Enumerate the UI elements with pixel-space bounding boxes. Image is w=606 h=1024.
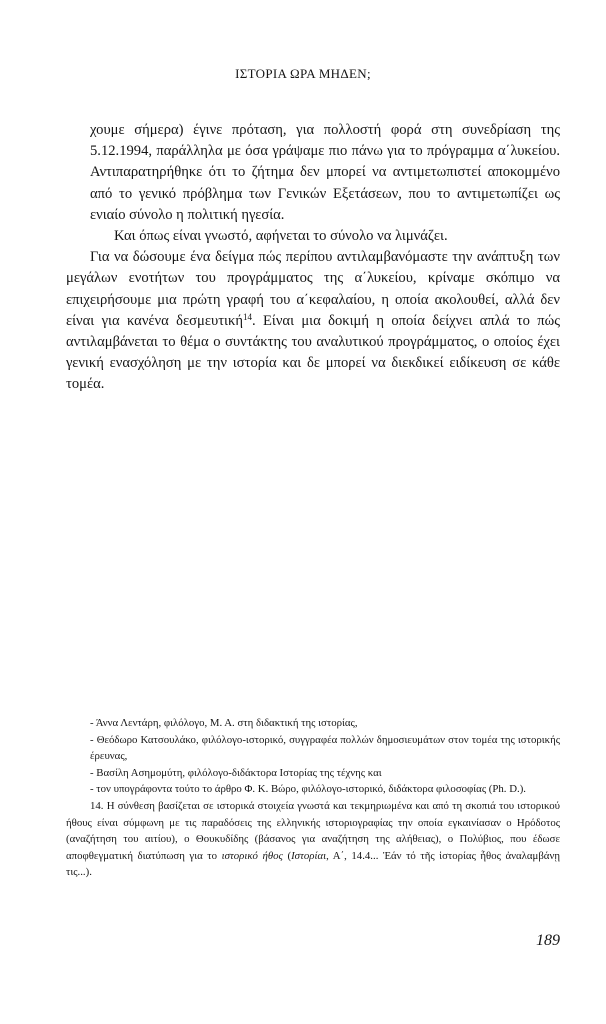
- footnote-ref-14[interactable]: 14: [242, 311, 252, 322]
- footnote-14-text: 14. Η σύνθεση βασίζεται σε ιστορικά στοιχεία γνωστά και τεκμηριωμένα και από τη σκοπιά του ιστορικού ήθους είναι σύμφωνη με τις παραδόσεις της ελληνικής ιστοριογραφίας την οποία εγκαινίασαν ο Ηρόδοτος (αναζήτηση του αιτίου), ο Θουκυδίδης (βάσανος για αναζήτηση της αλήθειας), ο Πολύβιος, που έδωσε αποφθεγματική διατύπωση για το: [66, 799, 560, 862]
- note-item: - Θεόδωρο Κατσουλάκο, φιλόλογο-ιστορικό, συγγραφέα πολλών δημοσιευμάτων στον τομέα της ιστορικής έρευνας,: [90, 733, 560, 763]
- note-item: - τον υπογράφοντα τούτο το άρθρο Φ. Κ. Βώρο, φιλόλογο-ιστορικό, διδάκτορα φιλοσοφίας (Ph. D.).: [90, 783, 526, 796]
- note-item: - Βασίλη Ασημομύτη, φιλόλογο-διδάκτορα Ιστορίας της τέχνης και: [90, 766, 382, 779]
- page-number: 189: [536, 932, 560, 949]
- main-text: [66, 120, 560, 396]
- paragraph-continued: χουμε σήμερα) έγινε πρόταση, για πολλοστή φορά στη συνεδρίαση της 5.12.1994, παράλληλα με όσα γράψαμε πιο πάνω για το πρόγραμμα α΄λυκείου. Αντιπαρατηρήθηκε ότι το ζήτημα δεν μπορεί να αντιμετωπιστεί αποκομμένο από το γενικό πρόβλημα των Γενικών Εξετάσεων, που το αντιμετωπίζει ως ενιαίο σύνολο η πολιτική ηγεσία.: [90, 122, 560, 223]
- paragraph-short: Και όπως είναι γνωστό, αφήνεται το σύνολο να λιμνάζει.: [114, 228, 448, 245]
- footnote-14-italic: ιστορικό ήθος: [221, 849, 283, 862]
- footnote-14-text: , Α΄, 14.4... Ἐάν τό τῆς ἱστορίας ἦθος ἀναλαμβάνῃ τις...).: [66, 849, 560, 879]
- footnote-14: [66, 798, 560, 881]
- paragraph-sample: [66, 247, 560, 395]
- note-item: - Άννα Λεντάρη, φιλόλογο, Μ. Α. στη διδακτική της ιστορίας,: [90, 717, 358, 729]
- footnote-14-text: (: [282, 849, 292, 862]
- paragraph-sample-text: Για να δώσουμε ένα δείγμα πώς περίπου αντιλαμβανόμαστε την ανάπτυξη των μεγάλων ενοτήτων του προγράμματος της α΄λυκείου, κρίναμε σκόπιμο να επιχειρήσουμε μια πρώτη γραφή του α΄κεφαλαίου, η οποία ακολουθεί, αλλά δεν είναι για κανένα δεσμευτική: [66, 249, 560, 329]
- footnote-14-italic: Ιστορίαι: [291, 849, 327, 862]
- footnotes: [66, 715, 560, 881]
- paragraph-sample-text-end: . Είναι μια δοκιμή η οποία δείχνει απλά το πώς αντιλαμβάνεται το θέμα ο συντάκτης του αναλυτικού προγράμματος, ο οποίος έχει γενική ενασχόληση με την ιστορία και δε μπορεί να διεκδικεί ειδίκευση σε κάθε τομέα.: [66, 312, 560, 393]
- running-head-title: ΙΣΤΟΡΙΑ ΩΡΑ ΜΗΔΕΝ;: [235, 66, 371, 81]
